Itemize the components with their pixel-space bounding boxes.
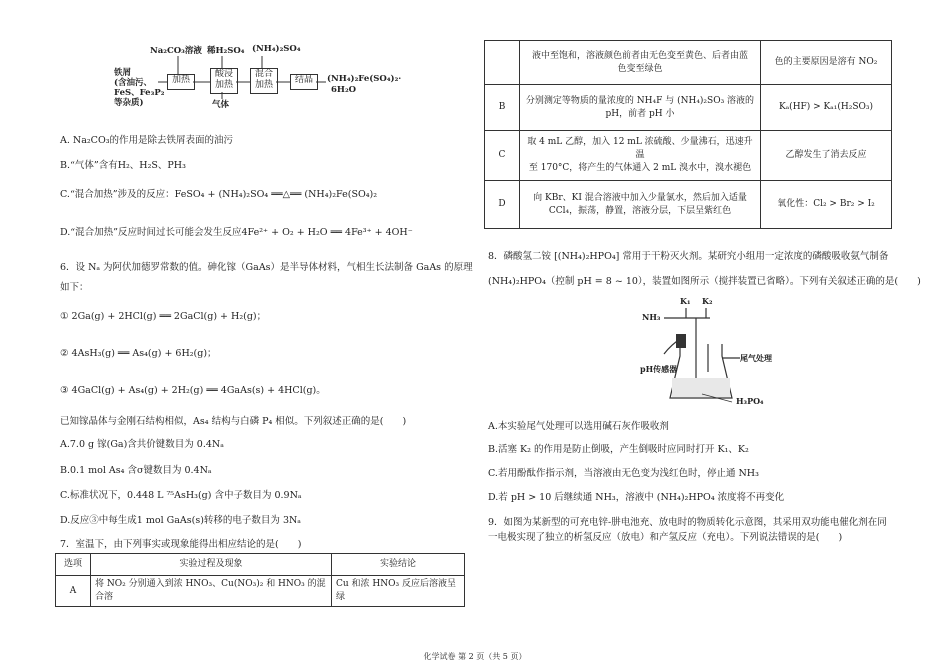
step-mix-heat: 混合 加热 (250, 68, 278, 94)
question-6-known: 已知镓晶体与金刚石结构相似，As₄ 结构与白磷 P₄ 相似。下列叙述正确的是( ) (60, 416, 407, 427)
option-6c: C.标准状况下，0.448 L ⁷⁵AsH₃(g) 含中子数目为 0.9Nₐ (60, 490, 302, 501)
step-crystallize: 结晶 (290, 74, 318, 90)
option-6b: B.0.1 mol As₄ 含σ键数目为 0.4Nₐ (60, 465, 212, 476)
reaction-1: ① 2Ga(g) + 2HCl(g) ══ 2GaCl(g) + H₂(g)； (60, 311, 267, 322)
option-6d: D.反应③中每生成1 mol GaAs(s)转移的电子数目为 3Nₐ (60, 515, 301, 526)
k1-label: K₁ (680, 296, 691, 306)
gas-label: 气体 (212, 100, 230, 110)
question-7: 7．室温下，由下列事实或现象能得出相应结论的是( ) (60, 539, 302, 550)
reagent-na2co3: Na₂CO₃溶液 (150, 46, 202, 56)
question-8-cont: (NH₄)₂HPO₄（控制 pH = 8 ~ 10），装置如图所示（搅拌装置已省略）。下列有关叙述正确的是( ) (488, 276, 921, 287)
question-9-cont: 一电极实现了独立的析氢反应（放电）和产氢反应（充电）。下列说法错误的是( ) (488, 532, 843, 543)
table-cell: 乙醇发生了消去反应 (761, 131, 892, 181)
table-cell: 将 NO₂ 分别通入到浓 HNO₃、Cu(NO₃)₂ 和 HNO₃ 的混合溶 (91, 576, 332, 607)
question-8: 8．磷酸氢二铵 [(NH₄)₂HPO₄] 常用于干粉灭火剂。某研究小组用一定浓度的磷酸吸收氨气制备 (488, 251, 889, 262)
table-header: 实验结论 (332, 554, 465, 576)
reaction-3: ③ 4GaCl(g) + As₄(g) + 2H₂(g) ══ 4GaAs(s) + 4HCl(g)。 (60, 385, 326, 396)
tail-gas-label: 尾气处理 (740, 353, 772, 363)
question-6-cont: 如下： (60, 282, 89, 293)
apparatus-figure (640, 294, 810, 414)
table-cell: A (56, 576, 91, 607)
k2-label: K₂ (702, 296, 713, 306)
option-8d: D.若 pH > 10 后继续通 NH₃，溶液中 (NH₄)₂HPO₄ 浓度将不再变化 (488, 492, 785, 503)
nh3-label: NH₃ (642, 312, 661, 322)
table-header: 实验过程及现象 (91, 554, 332, 576)
table-7-part2 (484, 40, 892, 229)
option-8b: B.活塞 K₂ 的作用是防止倒吸，产生倒吸时应同时打开 K₁、K₂ (488, 444, 749, 455)
table-cell: 液中至饱和，溶液颜色前者由无色变至黄色、后者由蓝 色变至绿色 (520, 41, 761, 85)
table-cell: B (485, 85, 520, 131)
table-cell: 分别测定等物质的量浓度的 NH₄F 与 (NH₄)₂SO₃ 溶液的 pH，前者 pH 小 (520, 85, 761, 131)
table-cell: 色的主要原因是溶有 NO₂ (761, 41, 892, 85)
ph-probe-cap (676, 334, 686, 348)
step-acid-leach: 酸浸 加热 (210, 68, 238, 94)
table-cell (485, 41, 520, 85)
acid-label: H₃PO₄ (736, 396, 764, 406)
option-5b: B.“气体”含有H₂、H₂S、PH₃ (60, 160, 186, 171)
option-5c: C.“混合加热”涉及的反应：FeSO₄ + (NH₄)₂SO₄ ══△══ (NH₄)₂Fe(SO₄)₂ (60, 189, 378, 200)
flow-arrows (112, 44, 412, 124)
step-heat: 加热 (167, 74, 195, 90)
table-header: 选项 (56, 554, 91, 576)
process-flow-diagram (112, 44, 412, 124)
question-6: 6．设 Nₐ 为阿伏加德罗常数的值。砷化镓（GaAs）是半导体材料，气相生长法制备 GaAs 的原理 (60, 262, 473, 273)
reaction-2: ② 4AsH₃(g) ══ As₄(g) + 6H₂(g)； (60, 348, 217, 359)
page-footer: 化学试卷 第 2 页（共 5 页） (423, 652, 527, 661)
ph-sensor-label: pH传感器 (640, 364, 678, 374)
table-cell: 取 4 mL 乙醇，加入 12 mL 浓硫酸、少量沸石，迅速升温 至 170°C，将产生的气体通入 2 mL 溴水中，溴水褪色 (520, 131, 761, 181)
table-cell: 向 KBr、KI 混合溶液中加入少量氯水，然后加入适量 CCl₄，振荡，静置，溶液分层，下层呈紫红色 (520, 181, 761, 229)
raw-material: 铁屑 (含油污、 FeS、Fe₃P₂ 等杂质) (114, 68, 165, 108)
option-6a: A.7.0 g 镓(Ga)含共价键数目为 0.4Nₐ (60, 439, 224, 450)
option-8c: C.若用酚酞作指示剂，当溶液由无色变为浅红色时，停止通 NH₃ (488, 468, 759, 479)
solution-level (672, 378, 730, 397)
reagent-h2so4: 稀H₂SO₄ (207, 46, 245, 56)
question-9: 9．如图为某新型的可充电锌-肼电池充、放电时的物质转化示意图，其采用双功能电催化剂在同 (488, 517, 887, 528)
table-cell: Cu 和浓 HNO₃ 反应后溶液呈绿 (332, 576, 465, 607)
table-cell: 氧化性：Cl₂ > Br₂ > I₂ (761, 181, 892, 229)
product-label: (NH₄)₂Fe(SO₄)₂· 6H₂O (327, 74, 402, 95)
apparatus-drawing (640, 294, 810, 414)
reagent-nh4so4: (NH₄)₂SO₄ (252, 44, 301, 54)
option-5d: D.“混合加热”反应时间过长可能会发生反应4Fe²⁺ + O₂ + H₂O ══ 4Fe³⁺ + 4OH⁻ (60, 227, 413, 238)
option-5a: A. Na₂CO₃的作用是除去铁屑表面的油污 (60, 135, 234, 146)
table-cell: C (485, 131, 520, 181)
table-7-part1 (55, 553, 465, 607)
option-8a: A.本实验尾气处理可以选用碱石灰作吸收剂 (488, 421, 669, 432)
table-cell: Kₐ(HF) > Kₐ₁(H₂SO₃) (761, 85, 892, 131)
table-cell: D (485, 181, 520, 229)
